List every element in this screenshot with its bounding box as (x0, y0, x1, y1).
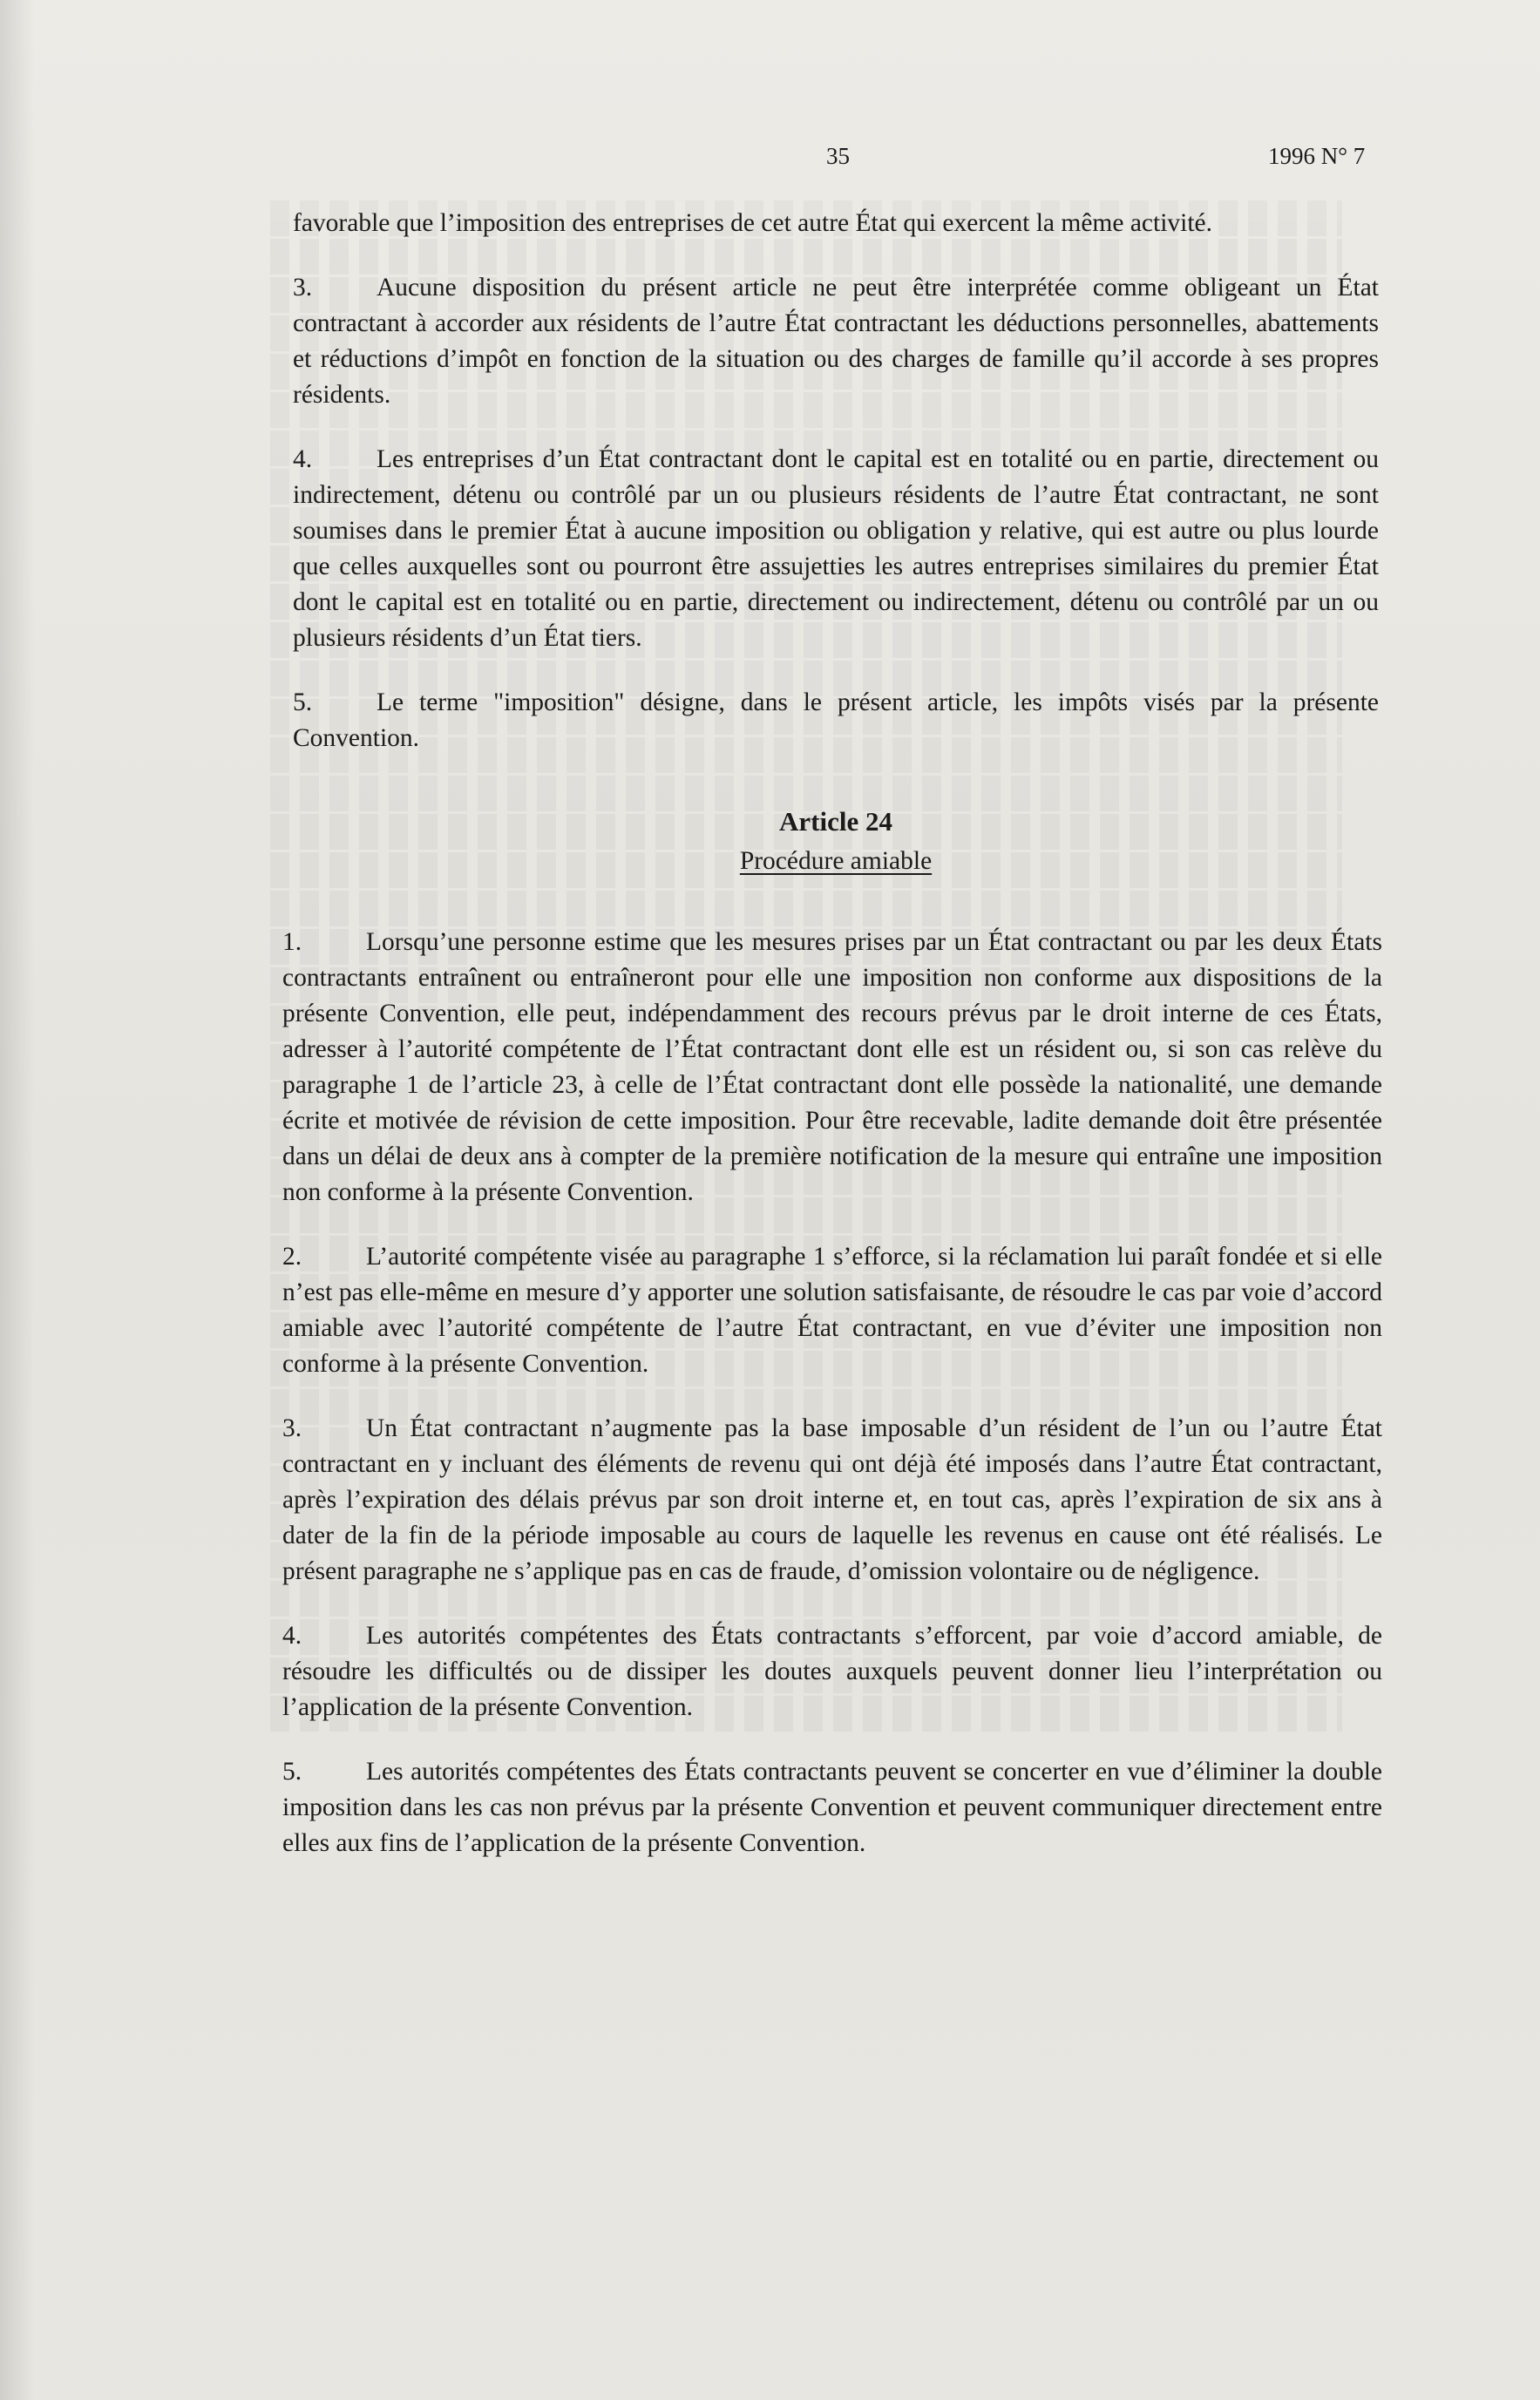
paragraph-text: Les autorités compétentes des États contractants peuvent se concerter en vue d’éliminer la double imposition dans les cas non prévus par la présente Convention et peuvent communiquer directement entre elles aux fins de l’application de la présente Convention. (282, 1758, 1382, 1857)
paragraph-number: 1. (282, 928, 302, 956)
paragraph-text: Lorsqu’une personne estime que les mesures prises par un État contractant ou par les deux États contractants entraînent ou entraîneront pour elle une imposition non conforme aux dispositions de la présente Convention, elle peut, indépendamment des recours prévus par le droit interne de ces États, adresser à l’autorité compétente de l’État contractant dont elle est un résident ou, si son cas relève du paragraphe 1 de l’article 23, à celle de l’État contractant dont elle possède la nationalité, une demande écrite et motivée de révision de cette imposition. Pour être recevable, ladite demande doit être présentée dans un délai de deux ans à compter de la première notification de la mesure qui entraîne une imposition non conforme à la présente Convention. (282, 928, 1382, 1206)
paragraph-text: L’autorité compétente visée au paragraphe 1 s’efforce, si la réclamation lui paraît fondée et si elle n’est pas elle-même en mesure d’y apporter une solution satisfaisante, de résoudre le cas par voie d’accord amiable avec l’autorité compétente de l’autre État contractant, en vue d’éviter une imposition non conforme à la présente Convention. (282, 1243, 1382, 1378)
paragraph-4 (293, 442, 1379, 656)
paragraph-number: 3. (282, 1414, 302, 1442)
paragraph-number: 3. (293, 274, 313, 302)
paragraph-number: 4. (282, 1622, 302, 1650)
binding-shadow (0, 0, 35, 2400)
article-subtitle: Procédure amiable (739, 847, 933, 875)
paragraph-text: Le terme "imposition" désigne, dans le présent article, les impôts visés par la présente Convention. (293, 688, 1379, 752)
paragraph-number: 5. (293, 688, 313, 716)
paragraph-number: 2. (282, 1243, 302, 1271)
paragraph-continuation (293, 206, 1379, 241)
paragraph-3 (293, 270, 1379, 413)
page-number: 35 (826, 143, 850, 169)
article-paragraph-5 (282, 1754, 1382, 1861)
article-paragraph-1 (282, 925, 1382, 1210)
issue-label: 1996 N° 7 (1268, 143, 1366, 169)
page-header (0, 143, 1540, 178)
paragraph-text: Un État contractant n’augmente pas la base imposable d’un résident de l’un ou l’autre État contractant en y incluant des éléments de revenu qui ont déjà été imposés dans l’autre État contractant, après l’expiration des délais prévus par son droit interne et, en tout cas, après l’expiration de six ans à dater de la fin de la période imposable au cours de laquelle les revenus en cause ont été réalisés. Le présent paragraphe ne s’applique pas en cas de fraude, d’omission volontaire ou de négligence. (282, 1414, 1382, 1585)
paragraph-text: Les autorités compétentes des États contractants s’efforcent, par voie d’accord amiable, de résoudre les difficultés ou de dissiper les doutes auxquels peuvent donner lieu l’interprétation ou l’application de la présente Convention. (282, 1622, 1382, 1721)
article-24-body (282, 925, 1382, 1861)
paragraph-text: favorable que l’imposition des entreprises de cet autre État qui exercent la même activité. (293, 209, 1213, 237)
paragraph-text: Les entreprises d’un État contractant dont le capital est en totalité ou en partie, directement ou indirectement, détenu ou contrôlé par un ou plusieurs résidents de l’autre État contractant, ne sont soumises dans le premier État à aucune imposition ou obligation y relative, qui est autre ou plus lourde que celles auxquelles sont ou pourront être assujetties les autres entreprises similaires du premier État dont le capital est en totalité ou en partie, directement ou indirectement, détenu ou contrôlé par un ou plusieurs résidents d’un État tiers. (293, 445, 1379, 652)
article-paragraph-3 (282, 1411, 1382, 1590)
paragraph-number: 4. (293, 445, 313, 473)
article-paragraph-2 (282, 1239, 1382, 1382)
paragraph-text: Aucune disposition du présent article ne peut être interprétée comme obligeant un État contractant à accorder aux résidents de l’autre État contractant les déductions personnelles, abattements et réductions d’impôt en fonction de la situation ou des charges de famille qu’il accorde à ses propres résidents. (293, 274, 1379, 409)
paragraph-5 (293, 685, 1379, 756)
article-heading: Article 24 (779, 806, 892, 837)
paragraph-number: 5. (282, 1758, 302, 1786)
article-paragraph-4 (282, 1618, 1382, 1725)
document-body (282, 206, 1382, 1890)
